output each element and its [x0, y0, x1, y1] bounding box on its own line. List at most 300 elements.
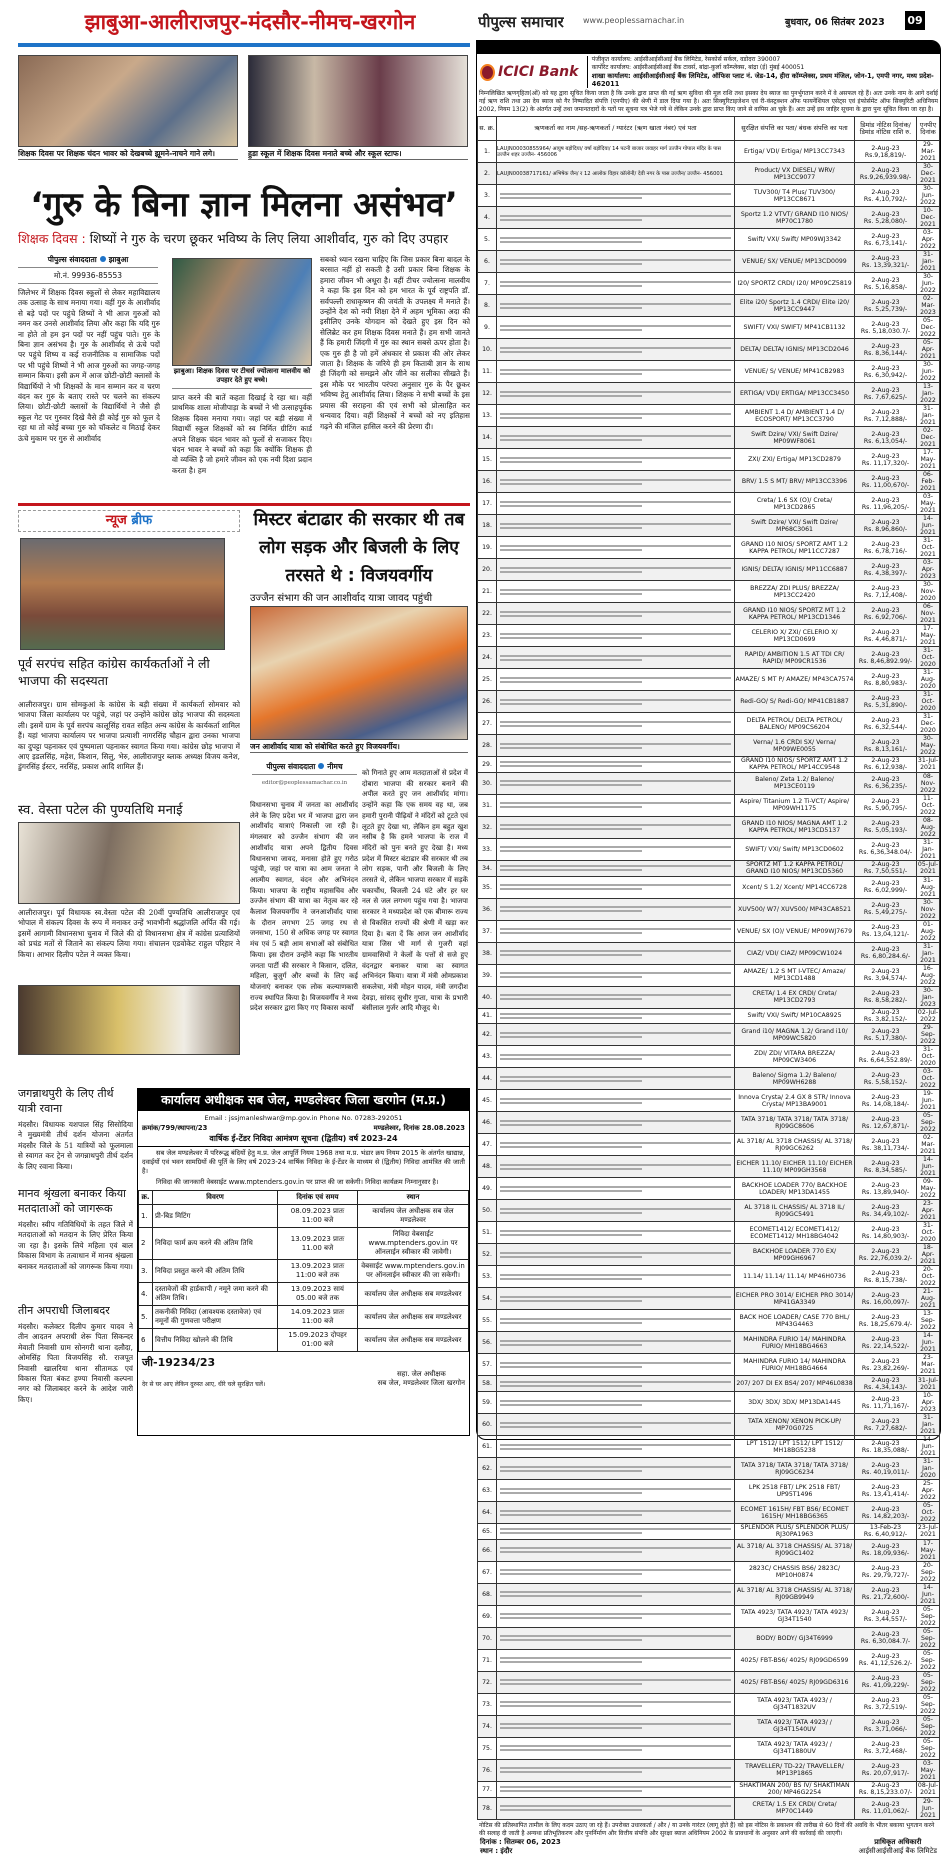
borrower-text-illegible: [500, 1749, 642, 1751]
borrower-cell: [497, 581, 735, 603]
demand-date: 2-Aug-23: [871, 474, 900, 482]
npa-date-cell: 03-Apr-2022: [917, 229, 940, 251]
borrower-cell: [497, 920, 735, 942]
demand-date: 2-Aug-23: [871, 188, 900, 196]
borrower-text-illegible: [500, 1340, 731, 1342]
demand-amount: Rs. 12,67,871/-: [861, 1122, 910, 1130]
asset-cell: AMAZE/ 1.2 S MT I-VTEC/ Amaze/ MP13CD1488: [735, 964, 855, 986]
table-row: [478, 1715, 940, 1737]
serial-cell: 41.: [478, 1008, 497, 1024]
table-row: [478, 581, 940, 603]
borrower-cell: LAUJN00038717161/ अभिषेक जैन/ र 12 आलोक विहार कॉलोनी/ देवी नगर के पास उज्जैन/ उज्जैन- 456001: [497, 163, 735, 185]
demand-amount: Rs. 5,16,858/-: [863, 283, 908, 291]
borrower-text-illegible: [500, 884, 731, 886]
borrower-text-illegible: [500, 1212, 642, 1214]
borrower-cell: [497, 816, 735, 838]
main-story-col1: जिलेभर में शिक्षक दिवस स्कूलों से लेकर महाविद्यालय तक उत्साह के साथ मनाया गया। वहीं गुरु के आशीर्वाद से बड़े पदों पर पहुंचे शिष्यों ने भी आज गुरुओं को नमन कर उनसे आशीर्वाद लिया और कहा कि यदि गुरु ना होते तो हम इन पदों पर नहीं पहुंच पाते। गुरु के बिना ज्ञान असंभव है। गुरु के आशीर्वाद से ऊंचे पदों पर पहुंचे शिष्य व कई राजनीतिक व सामाजिक पदों पर भी पहुंचे शिष्यों ने भी आज गुरुओं का जगह-जगह सम्मान किया। इसी क्रम में आज छोटी-छोटी क्लासों के विद्यार्थियों ने भी शिक्षकों के मान सम्मान कर व चरण वंदन कर गुरु के बताए रास्ते पर चलने का संकल्प लिया। छोटी-छोटी क्लासों के विद्यार्थियों ने जैसे ही स्कूल गेट पर गुरुवर दिखे वैसे ही कोई गुरु को फूल दे रहा था तो कोई बच्चा गुरु को चॉकलेट व मिठाई देकर ऊंचे मुकाम पर गुरु से आशीर्वाद: [18, 288, 160, 443]
demand-date: 2-Aug-23: [871, 1093, 900, 1101]
demand-date: 2-Aug-23: [871, 924, 900, 931]
vijay-headline: मिस्टर बंटाढार की सरकार थी तब लोग सड़क और बिजली के लिए तरसते थे : विजयवर्गीय: [253, 510, 465, 586]
serial-cell: 13.: [478, 405, 497, 427]
demand-date: 2-Aug-23: [871, 518, 900, 526]
table-row: [478, 383, 940, 405]
demand-cell: [855, 713, 917, 735]
asset-cell: RAPID/ AMBITION 1.5 AT TDI CR/ RAPID/ MP09CR1536: [735, 647, 855, 669]
borrower-cell: [497, 427, 735, 449]
description-cell: दस्तावेजों की हार्डकापी / नमूने जमा करने की अंतिम तिथि।: [153, 1283, 278, 1306]
borrower-text-illegible: [500, 329, 642, 331]
borrower-cell: [497, 537, 735, 559]
borrower-text-illegible: [500, 1054, 731, 1056]
bullet-icon: [318, 763, 324, 769]
table-row: [478, 207, 940, 229]
demand-amount: Rs. 6,32,544/-: [863, 723, 908, 731]
borrower-cell: [497, 1480, 735, 1502]
main-headline: ‘गुरु के बिना ज्ञान मिलना असंभव’: [30, 185, 458, 225]
serial-cell: 40.: [478, 986, 497, 1008]
borrower-text-illegible: [500, 457, 731, 459]
demand-amount: Rs. 18,35,088/-: [861, 1446, 910, 1454]
borrower-cell: [497, 1561, 735, 1583]
asset-cell: TATA 3718/ TATA 3718/ TATA 3718/ RJ09GC8606: [735, 1112, 855, 1134]
demand-cell: [855, 1178, 917, 1200]
demand-date: 2-Aug-23: [871, 1653, 900, 1661]
demand-date: 2-Aug-23: [871, 798, 900, 806]
demand-date: 2-Aug-23: [871, 650, 900, 658]
col-header: स. क्र.: [478, 117, 497, 141]
borrower-text-illegible: [500, 1547, 731, 1549]
borrower-text-illegible: [500, 747, 642, 749]
vijay-byline: [252, 762, 357, 786]
table-row: [478, 1244, 940, 1266]
demand-amount: Rs. 18,09,936/-: [861, 1550, 910, 1558]
npa-date-cell: 30-Dec-2021: [917, 163, 940, 185]
demand-amount: Rs. 8,13,161/-: [863, 745, 908, 753]
tender-slogan: देर से घर आए लेकिन दुरुस्त आए, धीरे चले सुरक्षित चलें।: [142, 1381, 266, 1388]
npa-date-cell: 13-Jan-2022: [917, 383, 940, 405]
borrower-text-illegible: [500, 1492, 642, 1494]
asset-cell: CELERIO X/ ZXI/ CELERIO X/ MP13CD0699: [735, 625, 855, 647]
demand-cell: [855, 163, 917, 185]
photo-teacher-day-dance: [18, 55, 238, 147]
demand-date: 2-Aug-23: [871, 584, 900, 592]
icici-notice: [476, 40, 941, 1855]
description-cell: निविदा फार्म क्रय करने की अंतिम तिथि: [153, 1228, 278, 1260]
borrower-cell: [497, 1222, 735, 1244]
demand-cell: [855, 339, 917, 361]
demand-amount: Rs. 21,72,600/-: [861, 1594, 910, 1602]
demand-amount: Rs. 7,12,888/-: [863, 415, 908, 423]
demand-cell: [855, 1781, 917, 1797]
borrower-text-illegible: [500, 1296, 731, 1298]
npa-date-cell: 30-Jun-2022: [917, 361, 940, 383]
borrower-text-illegible: [500, 633, 731, 635]
demand-date: 2-Aug-23: [871, 1008, 900, 1016]
serial-cell: 52.: [478, 1244, 497, 1266]
tender-schedule-table: [138, 1190, 469, 1352]
col-header: दिनांक एवं समय: [278, 1191, 358, 1205]
demand-amount: Rs. 8,46,892.99/-: [858, 657, 913, 665]
npa-date-cell: 14-Jun-2021: [917, 1156, 940, 1178]
borrower-text-illegible: [500, 677, 731, 679]
asset-cell: SWIFT/ VXI/ Swift/ MP13CD0602: [735, 838, 855, 860]
borrower-text-illegible: [500, 1400, 731, 1402]
serial-cell: 64.: [478, 1502, 497, 1524]
demand-date: 2-Aug-23: [871, 1159, 900, 1167]
borrower-cell: [497, 449, 735, 471]
asset-cell: Baleno/ Zeta 1.2/ Baleno/ MP13CE0119: [735, 772, 855, 794]
asset-cell: Swift/ VXI/ Swift/ MP09WJ3342: [735, 229, 855, 251]
reporter-phone: मो.नं. 99936-85553: [18, 271, 158, 284]
demand-amount: Rs.9,26,939.98/-: [859, 173, 912, 181]
borrower-text-illegible: [500, 347, 731, 349]
demand-date: 2-Aug-23: [871, 144, 900, 152]
demand-date: 2-Aug-23: [871, 1049, 900, 1057]
asset-cell: LPK 2518 FBT/ LPK 2518 FBT/ UP95T1496: [735, 1480, 855, 1502]
tender-para: निविदा की जानकारी वेबसाईट www.mptenders.gov.in पर प्राप्त की जा सकेगी। निविदा कार्यक्रम निम्नानुसार है।: [156, 1178, 439, 1186]
asset-cell: Aspire/ Titanium 1.2 Ti-VCT/ Aspire/ MP09WH1175: [735, 794, 855, 816]
borrower-text-illegible: [500, 846, 731, 848]
borrower-cell: [497, 860, 735, 876]
npa-date-cell: 03-May-2021: [917, 1759, 940, 1781]
asset-cell: EICHER 11.10/ EICHER 11.10/ EICHER 11.10/ MP09GH3568: [735, 1156, 855, 1178]
reporter: पीपुल्स संवाददाता: [266, 762, 316, 771]
npa-date-cell: 31-Jan-2021: [917, 942, 940, 964]
asset-cell: GRAND I10 NIOS/ SPORTZ MT 1.2 KAPPA PETROL/ MP13CD1346: [735, 603, 855, 625]
demand-cell: [855, 1310, 917, 1332]
demand-amount: Rs. 6,64,552.89/-: [858, 1056, 913, 1064]
serial-cell: 8.: [478, 295, 497, 317]
demand-amount: Rs. 6,36,348.04/-: [858, 849, 913, 857]
demand-cell: [855, 141, 917, 163]
demand-amount: Rs. 7,27,682/-: [863, 1424, 908, 1432]
table-row: [478, 339, 940, 361]
demand-date: 2-Aug-23: [871, 1357, 900, 1365]
demand-cell: [855, 295, 917, 317]
demand-date: 2-Aug-23: [871, 1483, 900, 1491]
borrower-text-illegible: [500, 1080, 642, 1082]
borrower-text-illegible: [500, 1679, 731, 1681]
borrower-text-illegible: [500, 1510, 731, 1512]
serial-cell: 19.: [478, 537, 497, 559]
table-row: [478, 1561, 940, 1583]
demand-amount: Rs. 11,71,167/-: [861, 1402, 910, 1410]
demand-date: 2-Aug-23: [871, 1719, 900, 1727]
brief-headline: तीन अपराधी जिलाबदर: [18, 1304, 110, 1317]
serial-cell: 14.: [478, 427, 497, 449]
demand-date: 2-Aug-23: [871, 716, 900, 724]
npa-date-cell: 31-Dec-2020: [917, 713, 940, 735]
asset-cell: ECOMET 1615H/ FBT BS6/ ECOMET 1615H/ MH18BG6365: [735, 1502, 855, 1524]
demand-cell: [855, 493, 917, 515]
demand-amount: Rs. 14,80,903/-: [861, 1232, 910, 1240]
asset-cell: TATA 3718/ TATA 3718/ TATA 3718/ RJ09GC6234: [735, 1458, 855, 1480]
borrower-cell: [497, 1376, 735, 1392]
table-row: [478, 625, 940, 647]
table-row: [478, 427, 940, 449]
main-story-col2: प्राप्त करने की बातें कहता दिखाई दे रहा था। वहीं प्राथमिक शाला मोजीपाड़ा के बच्चों ने भी उत्साहपूर्वक शिक्षक दिवस मनाया गया। जहां पर बड़ी संख्या में विद्यार्थी स्कूल शिक्षकों को स्व निर्मित ग्रीटिंग कार्ड अपने शिक्षक चंदन भावर को फूलों से सजाकर दिए। चंदन भावर ने बच्चों को कहा कि क्योंकि शिक्षक ही वो व्यक्ति है जो हमारे जीवन को एक नयी दिशा प्रदान करता है। हम: [172, 393, 312, 475]
header-rule: [18, 43, 470, 47]
npa-date-cell: 11-Oct-2022: [917, 794, 940, 816]
borrower-text-illegible: [500, 1723, 731, 1725]
table-header-row: [139, 1191, 469, 1205]
borrower-text-illegible: [500, 281, 731, 283]
npa-date-cell: 31-Jan-2020: [917, 1458, 940, 1480]
serial-cell: 26.: [478, 691, 497, 713]
col-header: ऋणकर्ता का नाम /सह-ऋणकर्ता / ग्यारंटर (ऋण खाता नंबर) एवं पता: [497, 117, 735, 141]
borrower-cell: [497, 559, 735, 581]
borrower-text-illegible: [500, 1657, 731, 1659]
main-story-col3: सबको ध्यान रखना चाहिए कि जिस प्रकार बिना बादल के बरसात नहीं हो सकती है उसी प्रकार बिना शिक्षक के हमारा जीवन भी अधूरा है। वहीं टीचर ज्योत्सना मालवीय ने कहा कि इस दिन को हम भारत के पूर्व राष्ट्रपति डॉ. सर्वपल्ली राधाकृष्णन की जयंती के उपलक्ष्य में मनाते हैं। उन्होंने देश को नयी शिक्षा देने में अहम भूमिका अदा की इसीलिए उनके योगदान को देखते हुए इस दिन को सेलिब्रेट कर हम शिक्षक दिवस मनाते हैं। हम सभी जानते हैं कि हमारी जिंदगी में गुरु का स्थान सबसे ऊपर होता है। एक गुरु ही है जो हमें अंधकार से प्रकाश की ओर लेकर जाता है। शिक्षक के जरिये ही हम किताबी ज्ञान के साथ ही जिंदगी को समझने और जीने का सलीका सीखते हैं। इस मौके पर भारतीय परंपरा अनुसार गुरु के पैर छूकर भविष्य हेतु आशीर्वाद लिया। शिक्षक ने सभी बच्चों के इस प्रयास की सराहना की एवं सभी को प्रोत्साहित कर धन्यवाद दिया। वहीं शिक्षकों ने बच्चों को नए इतिहास गढ़ने की मंजिल हासिल करने की प्रेरणा दी।: [320, 255, 470, 431]
borrower-text-illegible: [500, 505, 642, 507]
demand-date: 2-Aug-23: [871, 1505, 900, 1513]
asset-cell: BACKHOE LOADER 770 EX/ MP09GH6967: [735, 1244, 855, 1266]
demand-cell: [855, 735, 917, 757]
borrower-cell: [497, 876, 735, 898]
borrower-text-illegible: [500, 545, 731, 547]
serial-cell: 73.: [478, 1693, 497, 1715]
serial-cell: 24.: [478, 647, 497, 669]
borrower-text-illegible: [500, 615, 642, 617]
borrower-cell: [497, 942, 735, 964]
serial-cell: 54.: [478, 1288, 497, 1310]
demand-cell: [855, 1627, 917, 1649]
borrower-text-illegible: [500, 1617, 642, 1619]
demand-cell: [855, 185, 917, 207]
vijay-subheadline: उज्जैन संभाग की जन आशीर्वाद यात्रा जावद पहुंची: [250, 593, 433, 604]
brief-body: आलीराजपुर। पूर्व विधायक स्व.वेस्ता पटेल की 20वीं पुण्यतिथि आलीराजपुर एवं भोपाल में संकल्प दिवस के रूप में मनाकर उन्हें भावभीनी श्रद्धांजलि अर्पित की गई। इसमें आगामी विधानसभा चुनाव में जिले की दो विधानसभा क्षेत्र में कांग्रेस प्रत्याशियों को प्रचंड मतों से जिताने का संकल्प लिया गया। संचालन एडवोकेट राहुल परिहार ने किया। आभार दिलीप पटेल ने व्यक्त किया।: [18, 908, 240, 959]
photo-jan-ashirwad: [250, 606, 468, 740]
npa-date-cell: 03-Oct-2022: [917, 1068, 940, 1090]
table-row: [478, 816, 940, 838]
borrower-text-illegible: [500, 637, 642, 639]
demand-date: 2-Aug-23: [871, 386, 900, 394]
serial-cell: 77.: [478, 1781, 497, 1797]
serial-cell: 29.: [478, 757, 497, 773]
borrower-cell: [497, 1266, 735, 1288]
serial-cell: 5.: [478, 229, 497, 251]
asset-cell: I20/ SPORTZ CRDI/ I20/ MP09CZ5819: [735, 273, 855, 295]
asset-cell: Elite i20/ Sportz 1.4 CRDI/ Elite i20/ MP13CC9447: [735, 295, 855, 317]
npa-date-cell: 18-Apr-2021: [917, 1244, 940, 1266]
serial-cell: 38.: [478, 942, 497, 964]
demand-amount: Rs. 3,72,468/-: [863, 1748, 908, 1756]
table-row: [478, 838, 940, 860]
demand-amount: Rs. 5,90,795/-: [863, 805, 908, 813]
demand-date: 2-Aug-23: [871, 1225, 900, 1233]
borrower-text-illegible: [500, 828, 642, 830]
serial-cell: 60.: [478, 1414, 497, 1436]
tender-place-date: मण्डलेश्वर, दिनांक 28.08.2023: [373, 1124, 465, 1132]
borrower-text-illegible: [500, 1256, 642, 1258]
subheadline-text: शिष्यों ने गुरु के चरण छूकर भविष्य के लिए लिया आशीर्वाद, गुरु को दिए उपहार: [89, 231, 449, 246]
demand-cell: [855, 647, 917, 669]
demand-date: 2-Aug-23: [871, 1741, 900, 1749]
demand-amount: Rs. 13,89,940/-: [861, 1188, 910, 1196]
borrower-cell: [497, 1008, 735, 1024]
borrower-cell: [497, 361, 735, 383]
npa-date-cell: 30-May-2022: [917, 735, 940, 757]
demand-cell: [855, 625, 917, 647]
table-row: [478, 1693, 940, 1715]
col-header: डिमांड नोटिस दिनांक/ डिमांड नोटिस राशि रु.: [855, 117, 917, 141]
borrower-text-illegible: [500, 241, 642, 243]
table-row: [478, 1502, 940, 1524]
demand-cell: [855, 920, 917, 942]
serial-cell: 28.: [478, 735, 497, 757]
demand-date: 2-Aug-23: [871, 210, 900, 218]
borrower-cell: [497, 713, 735, 735]
borrower-cell: [497, 1627, 735, 1649]
demand-date: 2-Aug-23: [871, 364, 900, 372]
serial-cell: 71.: [478, 1649, 497, 1671]
demand-cell: [855, 1737, 917, 1759]
serial-cell: 34.: [478, 860, 497, 876]
borrower-text-illegible: [500, 1613, 731, 1615]
borrower-text-illegible: [500, 215, 731, 217]
borrower-cell: [497, 964, 735, 986]
serial-cell: 5.: [139, 1306, 153, 1329]
brief-headline: जगन्नाथपुरी के लिए तीर्थ यात्री रवाना: [18, 1087, 114, 1115]
demand-amount: Rs. 41,09,229/-: [861, 1682, 910, 1690]
table-row: [478, 515, 940, 537]
demand-date: 2-Aug-23: [871, 1115, 900, 1123]
borrower-cell: [497, 405, 735, 427]
section-title: झाबुआ-आलीराजपुर-मंदसौर-नीमच-खरगोन: [84, 10, 416, 34]
table-row: [478, 537, 940, 559]
borrower-text-illegible: [500, 1639, 642, 1641]
table-row: [478, 1266, 940, 1288]
borrower-text-illegible: [500, 998, 642, 1000]
borrower-cell: [497, 1332, 735, 1354]
npa-date-cell: 08-Aug-2022: [917, 816, 940, 838]
borrower-text-illegible: [500, 571, 642, 573]
borrower-text-illegible: [500, 285, 642, 287]
borrower-cell: [497, 1090, 735, 1112]
demand-cell: [855, 876, 917, 898]
borrower-text-illegible: [500, 1124, 642, 1126]
demand-amount: Rs. 8,36,144/-: [863, 349, 908, 357]
borrower-text-illegible: [500, 888, 642, 890]
demand-date: 2-Aug-23: [871, 1697, 900, 1705]
demand-amount: Rs. 20,07,917/-: [861, 1770, 910, 1778]
borrower-cell: [497, 185, 735, 207]
demand-cell: [855, 1354, 917, 1376]
asset-cell: ERTIGA/ VDI/ ERTIGA/ MP13CC3450: [735, 383, 855, 405]
borrower-text-illegible: [500, 1573, 642, 1575]
npa-date-cell: 20-Oct-2022: [917, 1266, 940, 1288]
demand-date: 2-Aug-23: [871, 320, 900, 328]
asset-cell: TRAVELLER/ TD-22/ TRAVELLER/ MP13P1865: [735, 1759, 855, 1781]
serial-cell: 22.: [478, 603, 497, 625]
borrower-text-illegible: [500, 928, 731, 930]
npa-date-cell: 23-Jul-2021: [917, 1524, 939, 1539]
notice-footer: नोटिस की प्रतिस्थापित तामील के लिए कदम उठाए जा रहे हैं। उपरोक्त उधारकर्ता / और / या उनके गारंटर (लागू होते हैं) को इस नोटिस के प्रकाशन की तारीख से 60 दिनों की अवधि के भीतर बकाया भुगतान करने की सलाह दी जाती है अन्यथा प्रतिभूतिकरण और पुनर्निर्माण और वित्तीय संपत्ति और सुरक्षा ब्याज अधिनियम 2002 के प्रावधानों के अनुसार आगे की कार्रवाई की जाएगी।: [479, 1821, 935, 1837]
borrower-cell: [497, 1392, 735, 1414]
table-row: [478, 603, 940, 625]
npa-date-cell: 03-May-2021: [917, 493, 940, 515]
table-row: [478, 559, 940, 581]
npa-date-cell: 05-Dec-2022: [917, 317, 940, 339]
demand-date: 2-Aug-23: [871, 990, 900, 997]
borrower-text-illegible: [500, 655, 731, 657]
borrower-text-illegible: [500, 1790, 642, 1792]
npa-date-cell: 31-Jan-2021: [917, 838, 940, 860]
borrower-cell: [497, 1244, 735, 1266]
borrower-cell: [497, 1354, 735, 1376]
demand-cell: [855, 1605, 917, 1627]
asset-cell: 4025/ FBT-BS6/ 4025/ RJ09GD6599: [735, 1649, 855, 1671]
col-header: विवरण: [153, 1191, 278, 1205]
notice-place: स्थान : इंदौर: [480, 1846, 513, 1855]
demand-amount: Rs. 6,40,912/-: [863, 1531, 908, 1539]
borrower-text-illegible: [500, 373, 642, 375]
borrower-cell: [497, 898, 735, 920]
borrower-text-illegible: [500, 549, 642, 551]
npa-date-cell: 31-Oct-2020: [917, 647, 940, 669]
demand-date: 2-Aug-23: [871, 1439, 900, 1447]
photo-teacher-gift: [172, 258, 312, 366]
demand-date: 2-Aug-23: [871, 861, 900, 869]
issue-date: बुधवार, 06 सितंबर 2023: [785, 17, 885, 28]
table-row: [478, 1288, 940, 1310]
borrower-text-illegible: [500, 435, 731, 437]
demand-cell: [855, 515, 917, 537]
table-row: [139, 1205, 469, 1228]
asset-cell: Creta/ 1.6 SX (O)/ Creta/ MP13CD2865: [735, 493, 855, 515]
table-row: [139, 1306, 469, 1329]
npa-date-cell: 14-Jun-2021: [917, 515, 940, 537]
borrower-cell: [497, 273, 735, 295]
asset-cell: MAHINDRA FURIO 14/ MAHINDRA FURIO/ MH18BG4663: [735, 1332, 855, 1354]
npa-date-cell: 14-Jun-2021: [917, 1332, 940, 1354]
location-cell: कार्यालय जेल अधीक्षक सब मण्डलेश्वर: [358, 1329, 469, 1352]
table-row: [478, 1222, 940, 1244]
demand-cell: [855, 1671, 917, 1693]
asset-cell: SWIFT/ VXI/ SWIFT/ MP41CB1132: [735, 317, 855, 339]
npa-date-cell: 17-May-2021: [917, 1539, 940, 1561]
demand-date: 2-Aug-23: [871, 540, 900, 548]
demand-amount: Rs. 3,94,574/-: [863, 975, 908, 982]
demand-amount: Rs. 34,49,102/-: [861, 1210, 910, 1218]
demand-cell: [855, 816, 917, 838]
borrower-text-illegible: [500, 1786, 731, 1788]
npa-date-cell: 31-Aug-2021: [917, 876, 940, 898]
demand-amount: Rs. 13,04,121/-: [861, 931, 910, 938]
serial-cell: 42.: [478, 1024, 497, 1046]
asset-cell: VENUE/ SX (O)/ VENUE/ MP09WJ7679: [735, 920, 855, 942]
serial-cell: 59.: [478, 1392, 497, 1414]
npa-date-cell: 31-Aug-2020: [917, 669, 940, 691]
officer: प्राधिकृत अधिकारी: [874, 1837, 922, 1846]
npa-date-cell: 05-Sep-2022: [917, 1715, 940, 1737]
demand-cell: [855, 1200, 917, 1222]
serial-cell: 62.: [478, 1458, 497, 1480]
demand-cell: [855, 986, 917, 1008]
asset-cell: AL 3718 IL CHASSIS/ AL 3718 IL/ RJ09GC5491: [735, 1200, 855, 1222]
demand-amount: Rs. 23,82,269/-: [861, 1364, 910, 1372]
demand-date: 2-Aug-23: [871, 1631, 900, 1639]
demand-cell: [855, 1376, 917, 1392]
demand-cell: [855, 1134, 917, 1156]
signatory: सहा. जेल अधीक्षक: [396, 1370, 446, 1378]
serial-cell: 32.: [478, 816, 497, 838]
asset-cell: 3DX/ 3DX/ 3DX/ MP13DA1445: [735, 1392, 855, 1414]
asset-cell: EICHER PRO 3014/ EICHER PRO 3014/ MP41GA3349: [735, 1288, 855, 1310]
asset-cell: ZDI/ ZDI/ VITARA BREZZA/ MP09CW3406: [735, 1046, 855, 1068]
demand-amount: Rs. 3,82,152/-: [863, 1015, 908, 1023]
table-row: [478, 920, 940, 942]
